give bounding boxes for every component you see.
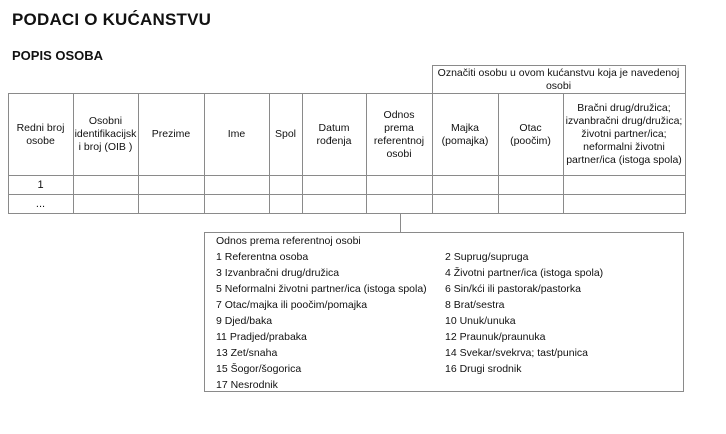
legend-item: 15 Šogor/šogorica: [216, 363, 302, 375]
column-header: Datum rođenja: [316, 121, 352, 147]
legend-item: 16 Drugi srodnik: [445, 363, 522, 375]
legend-item: 4 Životni partner/ica (istoga spola): [445, 267, 604, 279]
row-number: 1: [37, 178, 44, 191]
connector-line: [400, 213, 401, 232]
legend-item: 5 Neformalni životni partner/ica (istoga spola): [216, 283, 427, 295]
section-title: POPIS OSOBA: [12, 48, 104, 63]
legend-item: 6 Sin/kći ili pastorak/pastorka: [445, 283, 581, 295]
table-grid-line: [269, 93, 270, 214]
legend-title: Odnos prema referentnoj osobi: [216, 235, 361, 247]
column-header: Otac (poočim): [510, 121, 551, 147]
legend-item: 14 Svekar/svekrva; tast/punica: [445, 347, 588, 359]
column-header: Redni broj osobe: [16, 121, 65, 147]
legend-item: 11 Pradjed/prabaka: [216, 331, 307, 343]
relationship-legend: [204, 232, 684, 392]
column-header: Majka (pomajka): [441, 121, 489, 147]
legend-item: 8 Brat/sestra: [445, 299, 505, 311]
column-header: Bračni drug/družica; izvanbračni drug/družica; životni partner/ica; neformalni životni partner/ica (istoga spola): [565, 102, 683, 166]
table-grid-line: [8, 213, 686, 214]
legend-item: 2 Suprug/supruga: [445, 251, 529, 263]
column-header: Osobni identifikacijsk i broj (OIB ): [74, 115, 137, 153]
legend-item: 13 Zet/snaha: [216, 347, 278, 359]
legend-item: 12 Praunuk/praunuka: [445, 331, 546, 343]
table-grid-line: [8, 175, 686, 176]
legend-item: 3 Izvanbračni drug/družica: [216, 267, 340, 279]
table-grid-line: [8, 194, 686, 195]
table-grid-line: [302, 93, 303, 214]
page-title: PODACI O KUĆANSTVU: [12, 10, 212, 29]
legend-item: 10 Unuk/unuka: [445, 315, 516, 327]
row-number: ...: [35, 197, 46, 210]
legend-item: 7 Otac/majka ili poočim/pomajka: [216, 299, 368, 311]
column-header: Spol: [274, 128, 296, 140]
column-header: Prezime: [151, 128, 191, 140]
column-header: Odnos prema referentnoj osobi: [373, 108, 425, 160]
table-grid-line: [685, 65, 686, 214]
legend-item: 1 Referentna osoba: [216, 251, 309, 263]
legend-item: 17 Nesrodnik: [216, 379, 278, 391]
table-grid-line: [498, 93, 499, 214]
table-grid-line: [204, 93, 205, 214]
table-grid-line: [138, 93, 139, 214]
group-header: Označiti osobu u ovom kućanstvu koja je navedenoj osobi: [437, 66, 680, 92]
column-header: Ime: [227, 128, 246, 140]
table-grid-line: [366, 93, 367, 214]
table-grid-line: [563, 93, 564, 214]
legend-item: 9 Djed/baka: [216, 315, 273, 327]
table-grid-line: [432, 65, 433, 214]
